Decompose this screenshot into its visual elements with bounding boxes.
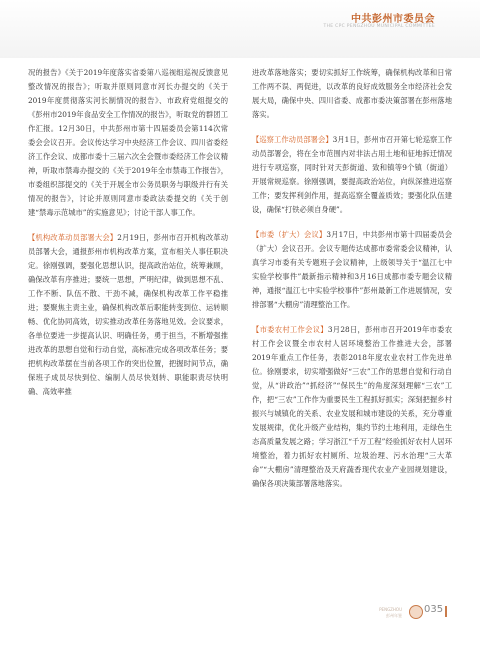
- paragraph-text: 3月28日，彭州市召开2019年市委农村工作会议暨全市农村人居环境整治工作推进大会，部署2019年重点工作任务，表彰2018年度农业农村工作先进单位。徐刚要求，切实增强做好“三农”工作的思想自觉和行动自觉，从“讲政治”“抓经济”“保民生”的角度深刻理解“三农”工作，把“三农”工作作为重要民生工程抓好抓实；深刻把握乡村振兴与城镇化的关系、农业发展和城市建设的关系，充分尊重发展规律，优化升级产业结构，集约节约土地利用，走绿色生态高质量发展之路；学习浙江“千万工程”经验抓好农村人居环境整治，着力抓好农村厕所、垃圾治理、污水治理“三大革命”“大棚房”清理整治及天府蔬香现代农业产业园规划建设，确保各项决策部署落地落实。: [252, 325, 452, 488]
- paragraph-text: 3月17日，中共彭州市第十四届委员会（扩大）会议召开。会议专题传达成都市委常委会议精神，认真学习市委有关专题班子会议精神，上级领导关于“温江七中实验学校事件”最新指示精神和3月16日成都市委专题会议精神，通报“温江七中实验学校事件”彭州最新工作进展情况，安排部署“大棚房”清理整治工作。: [252, 230, 452, 309]
- paragraph-text: 况的报告》《关于2019年度落实省委第八巡视组巡视反馈意见整改情况的报告》；听取并原则同意市河长办提交的《关于2019年度贯彻落实河长制情况的报告》、市政府党组提交的《彭州市2019年食品安全工作情况的报告》，听取党的群团工作汇报。12月30日，中共彭州市第十四届委员会第114次常委会会议召开。会议传达学习中央经济工作会议、四川省委经济工作会议、成都市委十三届六次全会暨市委经济工作会议精神，听取市禁毒办提交的《关于2019年全市禁毒工作报告》，市委组织部提交的《关于开展全市公务员职务与职级并行有关情况的报告》，讨论并原则同意市委政法委提交的《关于创建“禁毒示范城市”的实施意见》；讨论干部人事工作。: [28, 68, 228, 217]
- section-tag: 【市委（扩大）会议】: [252, 230, 327, 239]
- running-header-subtitle: THE CPC PENGZHOU MUNICIPAL COMMITTEE: [323, 24, 435, 29]
- page-number: 035: [424, 604, 444, 615]
- paragraph-text: 2月19日，彭州市召开机构改革动员部署大会，通报彭州市机构改革方案，宣布相关人事任职决定。徐刚强调，要强化思想认识，提高政治站位，统筹兼顾，确保改革有序推进；要统一思想，严明纪律，做到思想不乱、工作不断、队伍不散、干劲不减，确保机构改革工作平稳推进；要聚焦主责主业，确保机构改革后职能转变到位、运转顺畅、优化协同高效，切实推动改革任务落地见效。会议要求，各单位要进一步提高认识、明确任务，勇于担当，不断增强推进改革的思想自觉和行动自觉，高标准完成各项改革任务；要把机构改革摆在当前各项工作的突出位置，把握时间节点，确保班子成员尽快到位、编制人员尽快划转、职能职责尽快明确、高效率推: [28, 233, 228, 396]
- page-number-ornament-icon: [409, 605, 423, 619]
- left-column: [28, 66, 228, 410]
- footer-yearbook-mark: [379, 607, 402, 619]
- header-band: [0, 0, 480, 58]
- section-tag: 【机构改革动员部署大会】: [28, 233, 118, 242]
- right-column: [252, 66, 452, 502]
- paragraph: [252, 228, 452, 312]
- paragraph-text: 3月1日，彭州市召开第七轮巡察工作动员部署会，将在全市范围内对非法占用土地和征地拆迁情况进行专项巡察，同时针对天彭街道、致和镇等9个镇（街道）开展常规巡察。徐刚强调，要提高政治站位，向纵深推进巡察工作；要发挥利剑作用，提高巡察全覆盖质效；要强化队伍建设，确保“打铁必须自身硬”。: [252, 135, 452, 214]
- section-tag: 【市委农村工作会议】: [252, 325, 328, 334]
- paragraph: [28, 231, 228, 399]
- paragraph: [28, 66, 228, 220]
- paragraph: [252, 133, 452, 217]
- footer-mark-line1: PENGZHOU: [379, 607, 402, 612]
- running-header-title: 中共彭州市委员会: [351, 14, 435, 25]
- paragraph-text: 进改革落地落实；要切实抓好工作统筹，确保机构改革和日常工作两不误、两促进，以改革的良好成效服务全市经济社会发展大局，确保中央、四川省委、成都市委决策部署在彭州落地落实。: [252, 68, 452, 119]
- paragraph: [252, 323, 452, 491]
- section-tag: 【巡察工作动员部署会】: [252, 135, 333, 144]
- page-number-bar: [445, 606, 447, 617]
- footer-mark-line2: 彭州年鉴: [386, 613, 402, 618]
- paragraph: [252, 66, 452, 122]
